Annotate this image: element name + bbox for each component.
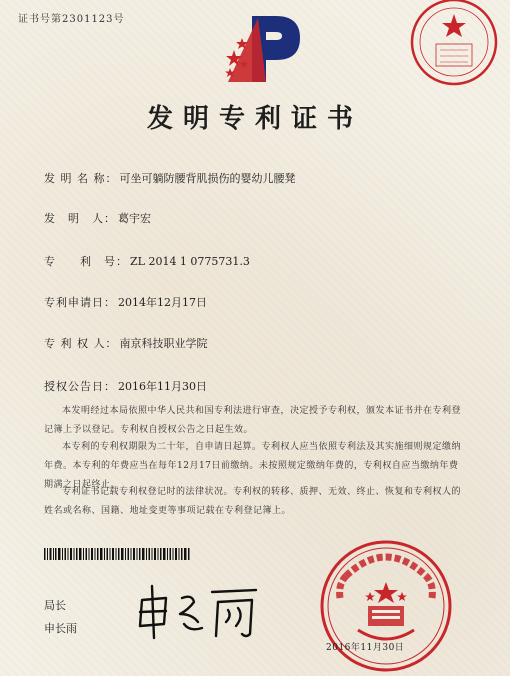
agency-seal <box>406 0 502 90</box>
invention-name-field <box>44 170 296 186</box>
patentee-label: 专 利 权 人： <box>44 337 118 350</box>
inventor-value: 葛宇宏 <box>118 212 151 225</box>
patent-office-logo <box>222 10 302 88</box>
patent-number-value: ZL 2014 1 0775731.3 <box>130 255 250 268</box>
paragraph-3: 专利证书记载专利权登记时的法律状况。专利权的转移、质押、无效、终止、恢复和专利权人的姓名或名称、国籍、地址变更等事项记载在专利登记簿上。 <box>44 487 462 516</box>
page-title: 发明专利证书 <box>146 104 363 134</box>
patent-number-field <box>44 253 250 269</box>
director-signature <box>132 580 262 640</box>
state-seal <box>318 538 454 674</box>
patentee-field <box>44 335 208 351</box>
patentee-value: 南京科技职业学院 <box>119 337 208 350</box>
filing-date-field <box>44 294 207 310</box>
director-title: 局长 <box>44 599 66 612</box>
patent-number-label: 专 利 号： <box>44 255 128 268</box>
paragraph-2: 本专利的专利权期限为二十年，自申请日起算。专利权人应当依照专利法及其实施细则规定缴纳年费。本专利的年费应当在每年12月17日前缴纳。未按照规定缴纳年费的，专利权自应当缴纳年费期满之日起终止。 <box>44 442 462 490</box>
filing-date-label: 专利申请日： <box>44 296 116 309</box>
invention-name-value: 可坐可躺防腰背肌损伤的婴幼儿腰凳 <box>119 172 296 185</box>
inventor-label: 发 明 人： <box>44 212 116 225</box>
grant-date-value: 2016年11月30日 <box>118 380 207 393</box>
director-name: 申长雨 <box>44 622 77 635</box>
barcode <box>44 548 190 560</box>
grant-date-field <box>44 378 207 394</box>
invention-name-label: 发 明 名 称： <box>44 172 118 185</box>
grant-date-label: 授权公告日： <box>44 380 116 393</box>
inventor-field <box>44 210 151 226</box>
paragraph-1: 本发明经过本局依照中华人民共和国专利法进行审查，决定授予专利权，颁发本证书并在专利登记簿上予以登记。专利权自授权公告之日起生效。 <box>44 406 462 435</box>
issue-date: 2016年11月30日 <box>326 643 405 653</box>
certificate-number: 证书号第2301123号 <box>18 14 125 25</box>
filing-date-value: 2014年12月17日 <box>118 296 207 309</box>
